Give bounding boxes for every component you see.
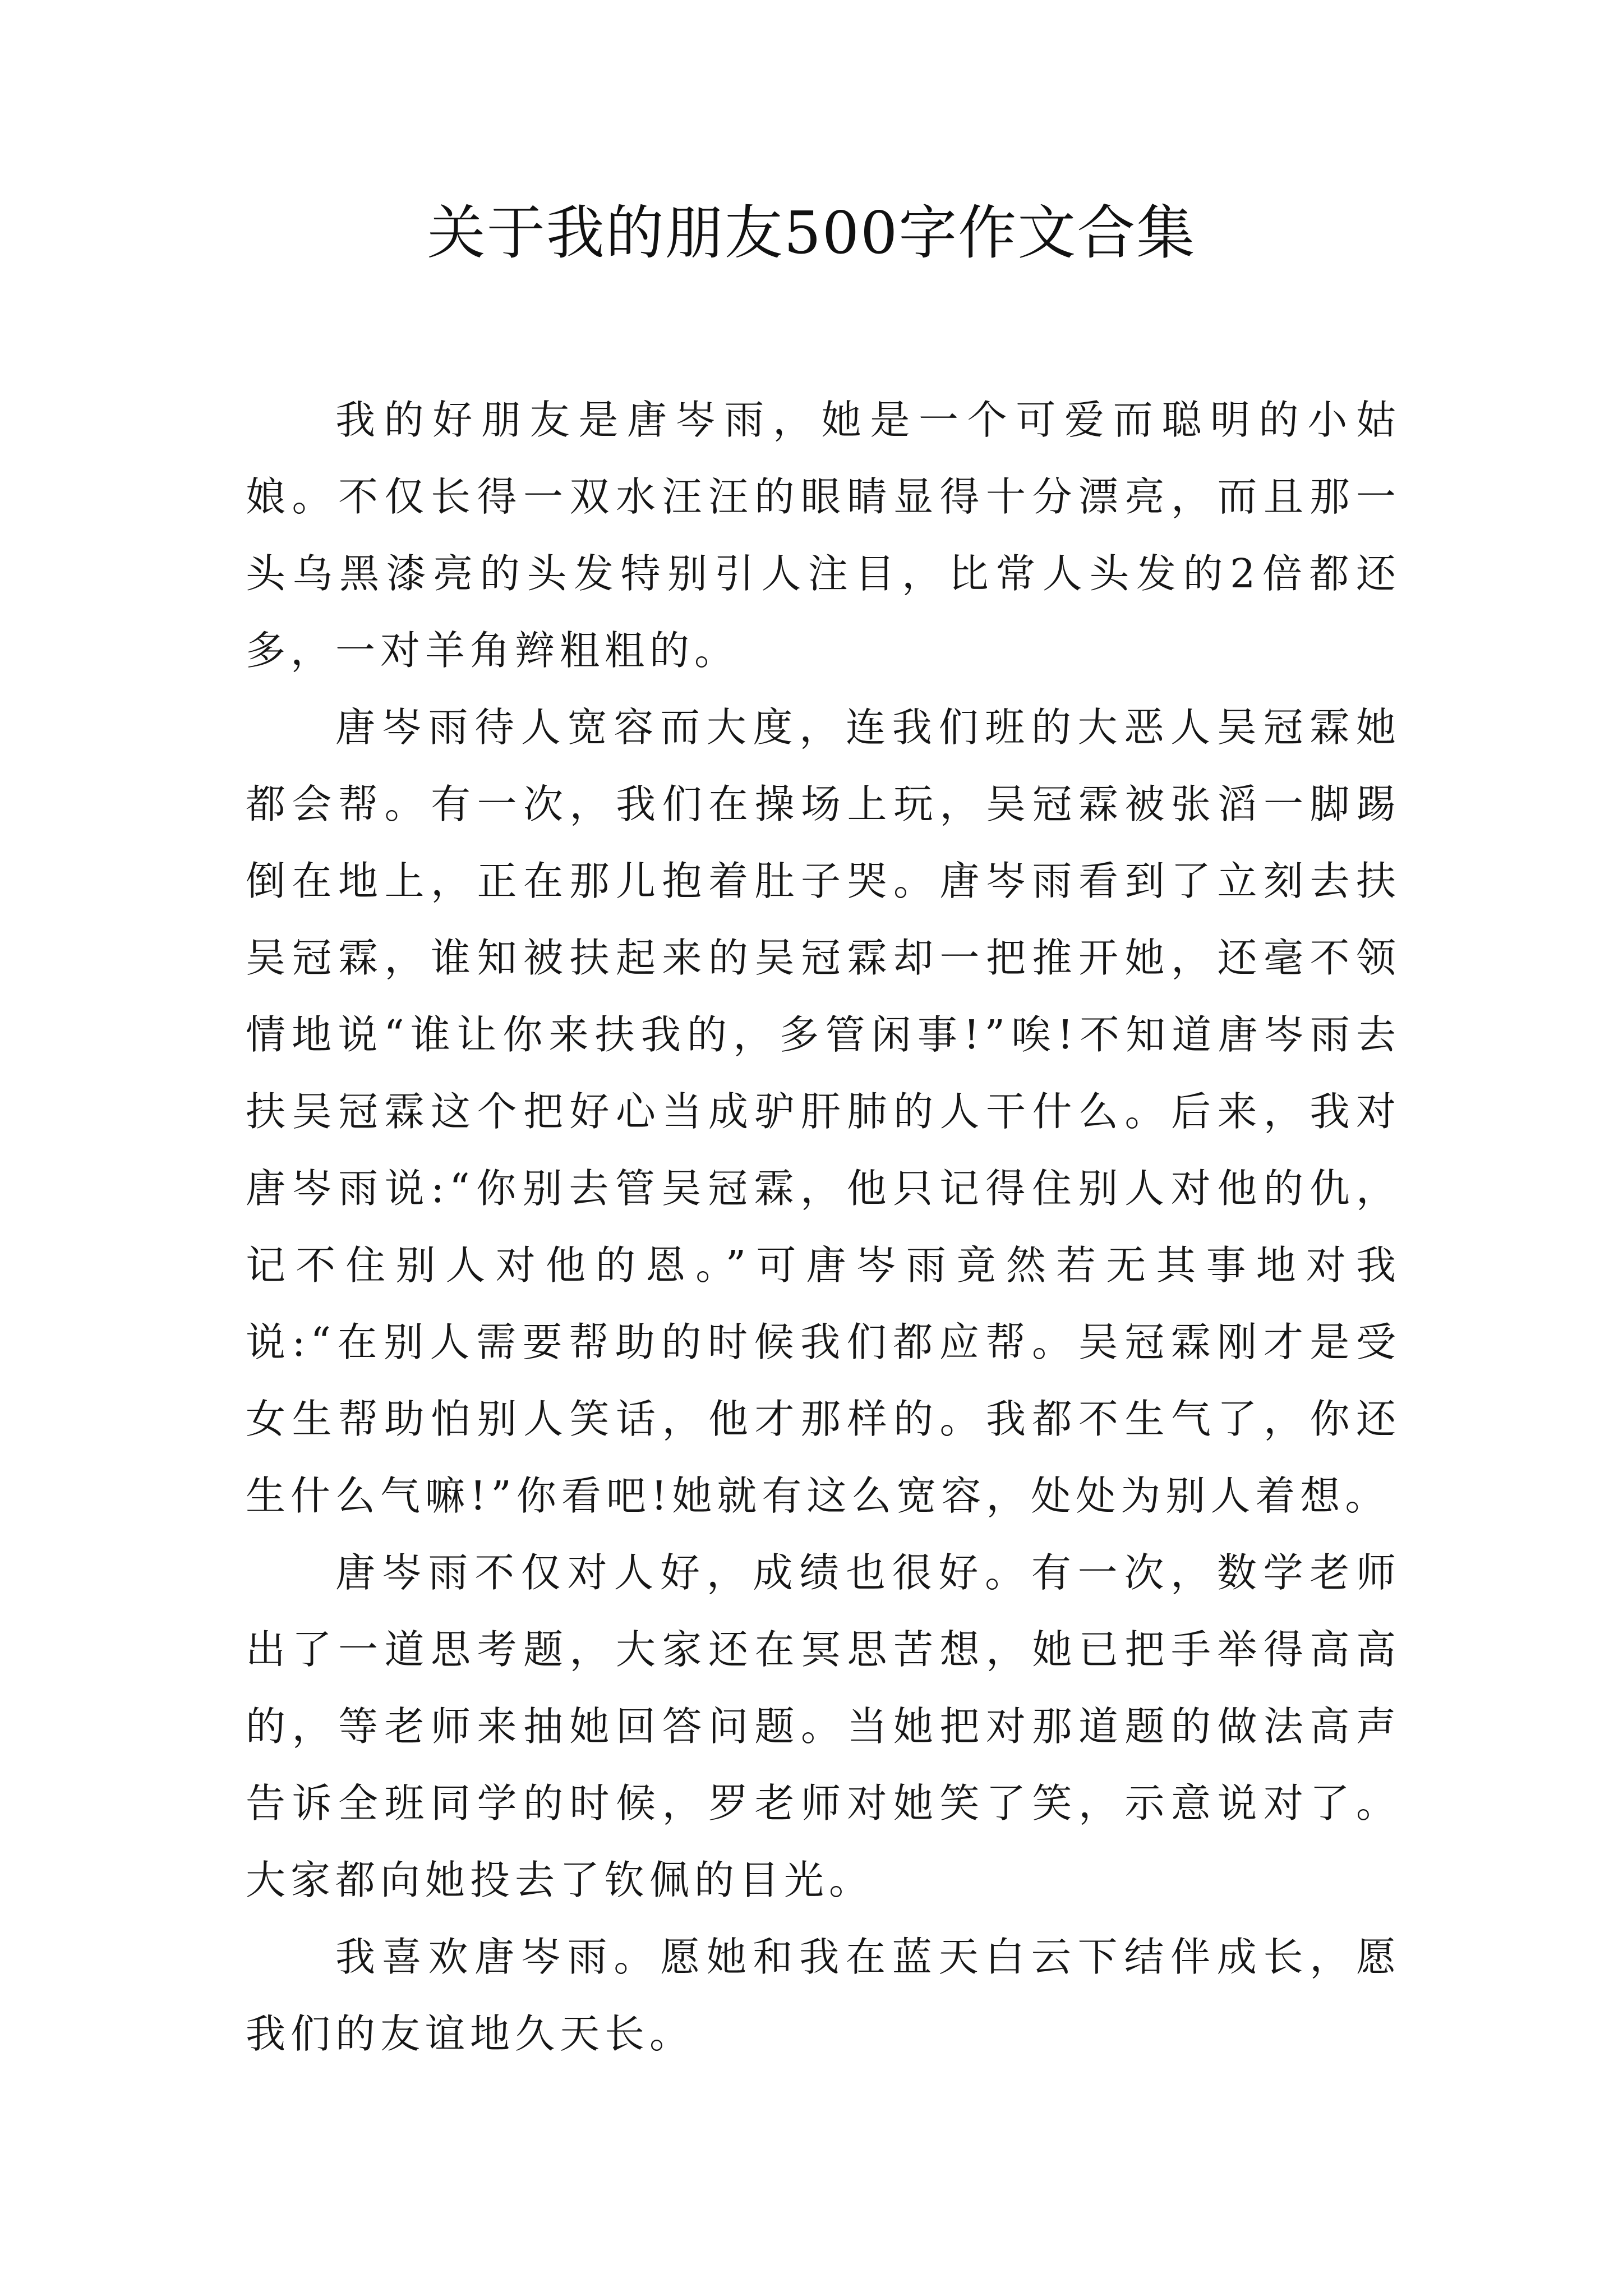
paragraph-1: 我的好朋友是唐岑雨，她是一个可爱而聪明的小姑娘。不仅长得一双水汪汪的眼睛显得十分漂亮，而且那一头乌黑漆亮的头发特别引人注目，比常人头发的2倍都还多，一对羊角辫粗粗的。	[246, 397, 1401, 674]
document-body	[246, 381, 1401, 2072]
document-title: 关于我的朋友500字作文合集	[427, 199, 1196, 267]
paragraph-4: 我喜欢唐岑雨。愿她和我在蓝天白云下结伴成长，愿我们的友谊地久天长。	[246, 1934, 1401, 2057]
paragraph-2: 唐岑雨待人宽容而大度，连我们班的大恶人吴冠霖她都会帮。有一次，我们在操场上玩，吴冠霖被张滔一脚踢倒在地上，正在那儿抱着肚子哭。唐岑雨看到了立刻去扶吴冠霖，谁知被扶起来的吴冠霖却一把推开她，还毫不领情地说“谁让你来扶我的，多管闲事!”唉!不知道唐岑雨去扶吴冠霖这个把好心当成驴肝肺的人干什么。后来，我对唐岑雨说:“你别去管吴冠霖，他只记得住别人对他的仇，记不住别人对他的恩。”可唐岑雨竟然若无其事地对我说:“在别人需要帮助的时候我们都应帮。吴冠霖刚才是受女生帮助怕别人笑话，他才那样的。我都不生气了，你还生什么气嘛!”你看吧!她就有这么宽容，处处为别人着想。	[246, 704, 1401, 1519]
paragraph-3: 唐岑雨不仅对人好，成绩也很好。有一次，数学老师出了一道思考题，大家还在冥思苦想，她已把手举得高高的，等老师来抽她回答问题。当她把对那道题的做法高声告诉全班同学的时候，罗老师对她笑了笑，示意说对了。大家都向她投去了钦佩的目光。	[246, 1549, 1401, 1903]
